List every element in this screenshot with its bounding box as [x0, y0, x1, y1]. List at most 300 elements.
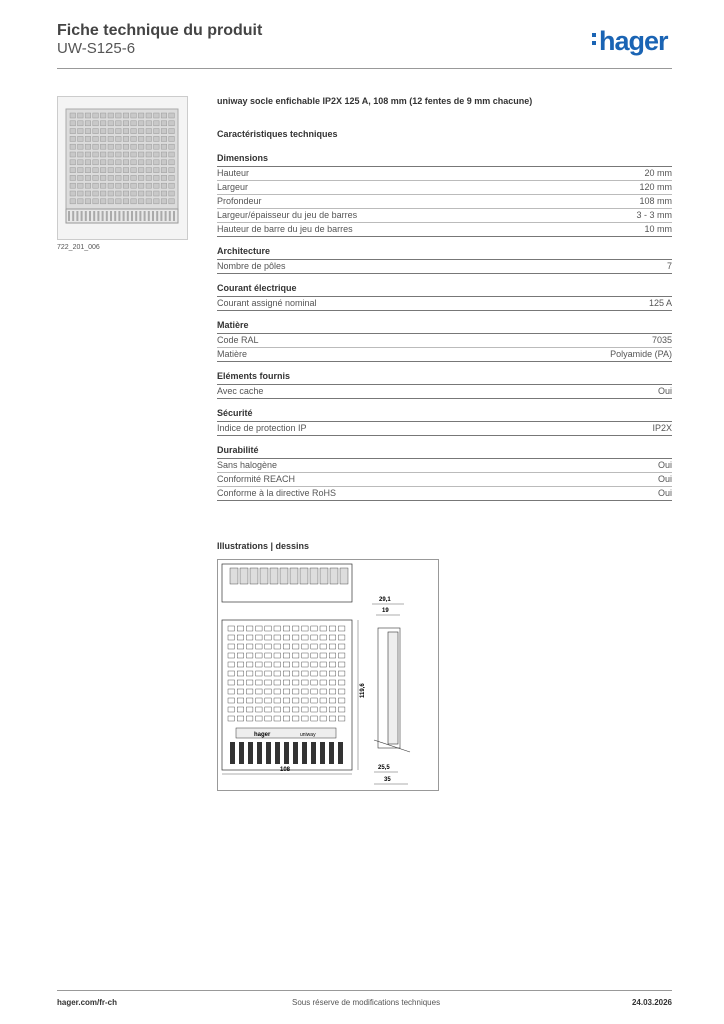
- photo-vent-slot: [146, 175, 152, 180]
- dim-width: 108: [280, 767, 291, 773]
- photo-vent-slot: [123, 121, 129, 126]
- front-view-slot: [320, 671, 327, 676]
- front-view-slot: [329, 689, 336, 694]
- photo-vent-slot: [100, 191, 106, 196]
- photo-vent-slot: [70, 183, 76, 188]
- front-view-slot: [329, 671, 336, 676]
- photo-clamp-tooth: [139, 211, 141, 221]
- photo-vent-slot: [131, 175, 137, 180]
- front-view-slot: [283, 644, 290, 649]
- photo-vent-slot: [116, 129, 122, 134]
- section-title: Eléments fournis: [217, 370, 672, 385]
- spec-section: [217, 370, 672, 399]
- photo-vent-slot: [123, 129, 129, 134]
- front-view-slot: [320, 662, 327, 667]
- spec-row: [217, 487, 672, 501]
- front-view-slot: [228, 662, 235, 667]
- photo-vent-slot: [138, 121, 144, 126]
- photo-vent-slot: [70, 136, 76, 141]
- front-view-slot: [292, 689, 299, 694]
- front-view-slot: [246, 698, 253, 703]
- spec-row: [217, 422, 672, 436]
- front-view-slot: [256, 716, 263, 721]
- spec-value: Polyamide (PA): [610, 349, 672, 359]
- front-view-slot: [228, 716, 235, 721]
- photo-vent-slot: [161, 168, 167, 173]
- photo-vent-slot: [108, 191, 114, 196]
- photo-vent-slot: [161, 152, 167, 157]
- photo-clamp-tooth: [97, 211, 99, 221]
- spec-sections: [217, 152, 672, 501]
- spec-value: 7: [666, 261, 672, 271]
- photo-vent-slot: [116, 183, 122, 188]
- photo-vent-slot: [93, 175, 99, 180]
- section-title: Durabilité: [217, 444, 672, 459]
- front-view-slot: [274, 689, 281, 694]
- front-view-slot: [265, 698, 272, 703]
- front-view-slot: [292, 644, 299, 649]
- photo-vent-slot: [161, 121, 167, 126]
- spec-value: 20 mm: [644, 168, 672, 178]
- front-view-slot: [338, 698, 345, 703]
- front-view-slot: [338, 626, 345, 631]
- photo-vent-slot: [123, 152, 129, 157]
- front-view-slot: [302, 716, 309, 721]
- front-view-slot: [274, 653, 281, 658]
- photo-vent-slot: [123, 199, 129, 204]
- front-view-terminal: [230, 742, 235, 764]
- front-view-slot: [228, 698, 235, 703]
- spec-row: [217, 348, 672, 362]
- photo-vent-slot: [100, 168, 106, 173]
- front-view-terminal: [275, 742, 280, 764]
- front-view-slot: [302, 653, 309, 658]
- front-view-slot: [246, 680, 253, 685]
- front-view-slot: [256, 662, 263, 667]
- photo-vent-slot: [131, 199, 137, 204]
- front-view-slot: [329, 662, 336, 667]
- front-view-slot: [283, 689, 290, 694]
- front-view-terminal: [302, 742, 307, 764]
- photo-vent-slot: [78, 113, 84, 118]
- logo-text: hager: [599, 26, 668, 56]
- photo-vent-slot: [146, 168, 152, 173]
- front-view-slot: [283, 635, 290, 640]
- front-view-slot: [237, 680, 244, 685]
- photo-vent-slot: [85, 175, 91, 180]
- top-view-module: [270, 568, 278, 584]
- top-view-module: [230, 568, 238, 584]
- drawing-product-label: uniway: [300, 732, 316, 738]
- front-view-slot: [246, 662, 253, 667]
- photo-vent-slot: [116, 168, 122, 173]
- photo-vent-slot: [161, 183, 167, 188]
- front-view-slot: [329, 635, 336, 640]
- top-view-module: [250, 568, 258, 584]
- spec-row: [217, 195, 672, 209]
- photo-vent-slot: [154, 183, 160, 188]
- front-view-slot: [302, 698, 309, 703]
- photo-vent-slot: [78, 129, 84, 134]
- hager-logo: [592, 26, 668, 57]
- front-view-slot: [338, 635, 345, 640]
- front-view-slot: [274, 644, 281, 649]
- front-view-slot: [292, 716, 299, 721]
- front-view-slot: [320, 680, 327, 685]
- front-view-slot: [302, 626, 309, 631]
- photo-vent-slot: [93, 129, 99, 134]
- front-view-slot: [246, 716, 253, 721]
- photo-clamp-tooth: [76, 211, 78, 221]
- top-view-module: [290, 568, 298, 584]
- front-view-slot: [228, 644, 235, 649]
- photo-vent-slot: [169, 168, 175, 173]
- photo-vent-slot: [70, 113, 76, 118]
- front-view-slot: [237, 644, 244, 649]
- spec-value: Oui: [657, 460, 672, 470]
- photo-vent-slot: [100, 199, 106, 204]
- front-view-slot: [302, 707, 309, 712]
- tech-heading: Caractéristiques techniques: [217, 129, 338, 139]
- spec-row: [217, 473, 672, 487]
- front-view-slot: [274, 680, 281, 685]
- photo-vent-slot: [154, 152, 160, 157]
- dim-side-inner: 19: [382, 608, 389, 614]
- photo-vent-slot: [131, 160, 137, 165]
- photo-clamp-tooth: [72, 211, 74, 221]
- photo-vent-slot: [169, 129, 175, 134]
- photo-vent-slot: [93, 168, 99, 173]
- section-title: Dimensions: [217, 152, 672, 167]
- front-view-slot: [237, 653, 244, 658]
- footer-disclaimer: Sous réserve de modifications techniques: [292, 998, 441, 1007]
- photo-clamp-tooth: [123, 211, 125, 221]
- photo-vent-slot: [138, 152, 144, 157]
- dim-side-base: 25,5: [378, 765, 390, 771]
- front-view-slot: [311, 689, 318, 694]
- top-view-module: [280, 568, 288, 584]
- front-view-slot: [256, 626, 263, 631]
- front-view-slot: [265, 689, 272, 694]
- front-view-slot: [237, 689, 244, 694]
- front-view-slot: [228, 689, 235, 694]
- front-view-slot: [311, 671, 318, 676]
- front-view-slot: [274, 716, 281, 721]
- photo-vent-slot: [85, 144, 91, 149]
- section-title: Courant électrique: [217, 282, 672, 297]
- top-view-module: [300, 568, 308, 584]
- photo-clamp-tooth: [131, 211, 133, 221]
- front-view-slot: [228, 707, 235, 712]
- photo-vent-slot: [78, 191, 84, 196]
- spec-label: Largeur/épaisseur du jeu de barres: [217, 210, 358, 220]
- front-view-slot: [329, 707, 336, 712]
- spec-section: [217, 407, 672, 436]
- spec-value: 7035: [651, 335, 672, 345]
- photo-vent-slot: [108, 152, 114, 157]
- footer-divider: [57, 990, 672, 991]
- front-view-slot: [237, 635, 244, 640]
- footer-website[interactable]: hager.com/fr-ch: [57, 998, 118, 1007]
- spec-label: Nombre de pôles: [217, 261, 286, 271]
- front-view-slot: [246, 644, 253, 649]
- front-view-slot: [283, 671, 290, 676]
- front-view-slot: [338, 644, 345, 649]
- photo-vent-slot: [85, 129, 91, 134]
- front-view-slot: [338, 662, 345, 667]
- spec-label: Hauteur: [217, 168, 250, 178]
- product-description: uniway socle enfichable IP2X 125 A, 108 mm (12 fentes de 9 mm chacune): [217, 96, 533, 106]
- photo-vent-slot: [138, 144, 144, 149]
- spec-row: [217, 181, 672, 195]
- spec-value: 125 A: [648, 298, 672, 308]
- photo-vent-slot: [146, 191, 152, 196]
- photo-vent-slot: [116, 160, 122, 165]
- photo-vent-slot: [93, 121, 99, 126]
- photo-vent-slot: [85, 121, 91, 126]
- photo-vent-slot: [154, 144, 160, 149]
- spec-row: [217, 209, 672, 223]
- photo-vent-slot: [146, 136, 152, 141]
- front-view-slot: [283, 698, 290, 703]
- spec-label: Hauteur de barre du jeu de barres: [217, 224, 353, 234]
- photo-vent-slot: [169, 175, 175, 180]
- front-view-slot: [256, 707, 263, 712]
- front-view-slot: [265, 626, 272, 631]
- section-title: Sécurité: [217, 407, 672, 422]
- front-view-slot: [292, 662, 299, 667]
- photo-vent-slot: [85, 152, 91, 157]
- photo-vent-slot: [116, 152, 122, 157]
- photo-vent-slot: [146, 152, 152, 157]
- photo-vent-slot: [131, 191, 137, 196]
- front-view-slot: [338, 653, 345, 658]
- photo-clamp-tooth: [135, 211, 137, 221]
- photo-vent-slot: [161, 175, 167, 180]
- photo-clamp-tooth: [156, 211, 158, 221]
- spec-section: [217, 444, 672, 501]
- front-view-slot: [228, 671, 235, 676]
- front-view-slot: [283, 653, 290, 658]
- front-view-terminal: [311, 742, 316, 764]
- section-title: Architecture: [217, 245, 672, 260]
- photo-vent-slot: [78, 175, 84, 180]
- photo-vent-slot: [131, 168, 137, 173]
- front-view-slot: [256, 698, 263, 703]
- photo-vent-slot: [154, 191, 160, 196]
- document-title: Fiche technique du produit: [57, 22, 263, 39]
- photo-vent-slot: [116, 144, 122, 149]
- photo-vent-slot: [138, 129, 144, 134]
- photo-vent-slot: [138, 168, 144, 173]
- dim-height: 119,6: [360, 683, 366, 698]
- photo-vent-slot: [85, 160, 91, 165]
- photo-vent-slot: [100, 121, 106, 126]
- photo-vent-slot: [93, 136, 99, 141]
- photo-vent-slot: [161, 144, 167, 149]
- front-view-slot: [311, 707, 318, 712]
- photo-vent-slot: [154, 168, 160, 173]
- photo-vent-slot: [70, 160, 76, 165]
- front-view-slot: [311, 644, 318, 649]
- front-view-slot: [320, 626, 327, 631]
- front-view-slot: [302, 662, 309, 667]
- photo-vent-slot: [131, 121, 137, 126]
- photo-vent-slot: [108, 160, 114, 165]
- front-view-slot: [237, 662, 244, 667]
- front-view-terminal: [284, 742, 289, 764]
- photo-vent-slot: [123, 113, 129, 118]
- photo-vent-slot: [154, 175, 160, 180]
- front-view-terminal: [257, 742, 262, 764]
- photo-vent-slot: [138, 191, 144, 196]
- front-view-slot: [274, 635, 281, 640]
- spec-section: [217, 319, 672, 362]
- front-view-slot: [228, 653, 235, 658]
- front-view-slot: [292, 671, 299, 676]
- photo-vent-slot: [93, 191, 99, 196]
- front-view-slot: [237, 626, 244, 631]
- photo-clamp-tooth: [173, 211, 175, 221]
- front-view-slot: [320, 698, 327, 703]
- front-view-slot: [283, 680, 290, 685]
- front-view-slot: [265, 653, 272, 658]
- photo-clamp-tooth: [81, 211, 83, 221]
- technical-drawing: [217, 559, 439, 791]
- photo-vent-slot: [169, 191, 175, 196]
- spec-label: Sans halogène: [217, 460, 278, 470]
- photo-vent-slot: [70, 121, 76, 126]
- front-view-slot: [311, 662, 318, 667]
- front-view-slot: [274, 626, 281, 631]
- spec-value: Oui: [657, 488, 672, 498]
- photo-clamp-tooth: [68, 211, 70, 221]
- front-view-terminal: [293, 742, 298, 764]
- photo-vent-slot: [169, 136, 175, 141]
- photo-vent-slot: [116, 175, 122, 180]
- photo-vent-slot: [70, 168, 76, 173]
- spec-row: [217, 459, 672, 473]
- front-view-slot: [311, 698, 318, 703]
- dim-side-top: 29,1: [379, 597, 391, 603]
- spec-label: Profondeur: [217, 196, 262, 206]
- front-view-slot: [320, 716, 327, 721]
- front-view-slot: [292, 707, 299, 712]
- front-view-terminal: [320, 742, 325, 764]
- spec-label: Matière: [217, 349, 248, 359]
- spec-section: [217, 282, 672, 311]
- front-view-slot: [265, 671, 272, 676]
- photo-vent-slot: [123, 160, 129, 165]
- front-view-slot: [311, 716, 318, 721]
- photo-vent-slot: [123, 183, 129, 188]
- front-view-slot: [302, 680, 309, 685]
- photo-vent-slot: [108, 183, 114, 188]
- spec-section: [217, 152, 672, 237]
- front-view-slot: [256, 671, 263, 676]
- photo-vent-slot: [85, 136, 91, 141]
- photo-vent-slot: [169, 113, 175, 118]
- front-view-slot: [246, 689, 253, 694]
- front-view-slot: [329, 644, 336, 649]
- photo-vent-slot: [161, 199, 167, 204]
- spec-row: [217, 167, 672, 181]
- front-view-slot: [283, 662, 290, 667]
- spec-label: Conformité REACH: [217, 474, 296, 484]
- photo-vent-slot: [146, 113, 152, 118]
- photo-clamp-tooth: [85, 211, 87, 221]
- photo-vent-slot: [131, 129, 137, 134]
- front-view-slot: [338, 671, 345, 676]
- photo-vent-slot: [138, 160, 144, 165]
- photo-vent-slot: [123, 144, 129, 149]
- photo-vent-slot: [123, 168, 129, 173]
- photo-vent-slot: [108, 199, 114, 204]
- photo-vent-slot: [161, 136, 167, 141]
- photo-vent-slot: [70, 199, 76, 204]
- photo-vent-slot: [131, 113, 137, 118]
- front-view-slot: [292, 635, 299, 640]
- spec-content: [217, 96, 672, 509]
- front-view-slot: [329, 680, 336, 685]
- front-view-terminal: [266, 742, 271, 764]
- front-view-slot: [292, 626, 299, 631]
- photo-vent-slot: [85, 113, 91, 118]
- front-view-slot: [338, 707, 345, 712]
- front-view-slot: [237, 698, 244, 703]
- top-view-module: [320, 568, 328, 584]
- photo-vent-slot: [138, 183, 144, 188]
- spec-value: IP2X: [652, 423, 672, 433]
- photo-vent-slot: [78, 152, 84, 157]
- photo-vent-slot: [161, 191, 167, 196]
- front-view-slot: [246, 653, 253, 658]
- photo-vent-slot: [100, 129, 106, 134]
- front-view-slot: [320, 653, 327, 658]
- photo-vent-slot: [131, 152, 137, 157]
- photo-vent-slot: [93, 199, 99, 204]
- photo-clamp-tooth: [102, 211, 104, 221]
- photo-vent-slot: [108, 144, 114, 149]
- front-view-slot: [320, 689, 327, 694]
- front-view-slot: [302, 671, 309, 676]
- photo-vent-slot: [93, 160, 99, 165]
- top-view-module: [310, 568, 318, 584]
- front-view-slot: [265, 680, 272, 685]
- photo-vent-slot: [146, 199, 152, 204]
- dim-side-depth: 35: [384, 777, 391, 783]
- photo-vent-slot: [85, 199, 91, 204]
- front-view-slot: [338, 689, 345, 694]
- photo-vent-slot: [70, 175, 76, 180]
- photo-vent-slot: [154, 121, 160, 126]
- front-view-slot: [338, 716, 345, 721]
- photo-vent-slot: [93, 144, 99, 149]
- photo-vent-slot: [146, 183, 152, 188]
- front-view-slot: [302, 635, 309, 640]
- front-view-slot: [329, 716, 336, 721]
- photo-vent-slot: [154, 160, 160, 165]
- product-photo: [57, 96, 188, 240]
- front-view-slot: [320, 635, 327, 640]
- photo-vent-slot: [108, 113, 114, 118]
- illustrations-title: Illustrations | dessins: [217, 541, 310, 551]
- photo-vent-slot: [154, 136, 160, 141]
- photo-vent-slot: [123, 175, 129, 180]
- photo-vent-slot: [138, 175, 144, 180]
- photo-vent-slot: [78, 160, 84, 165]
- spec-value: Oui: [657, 386, 672, 396]
